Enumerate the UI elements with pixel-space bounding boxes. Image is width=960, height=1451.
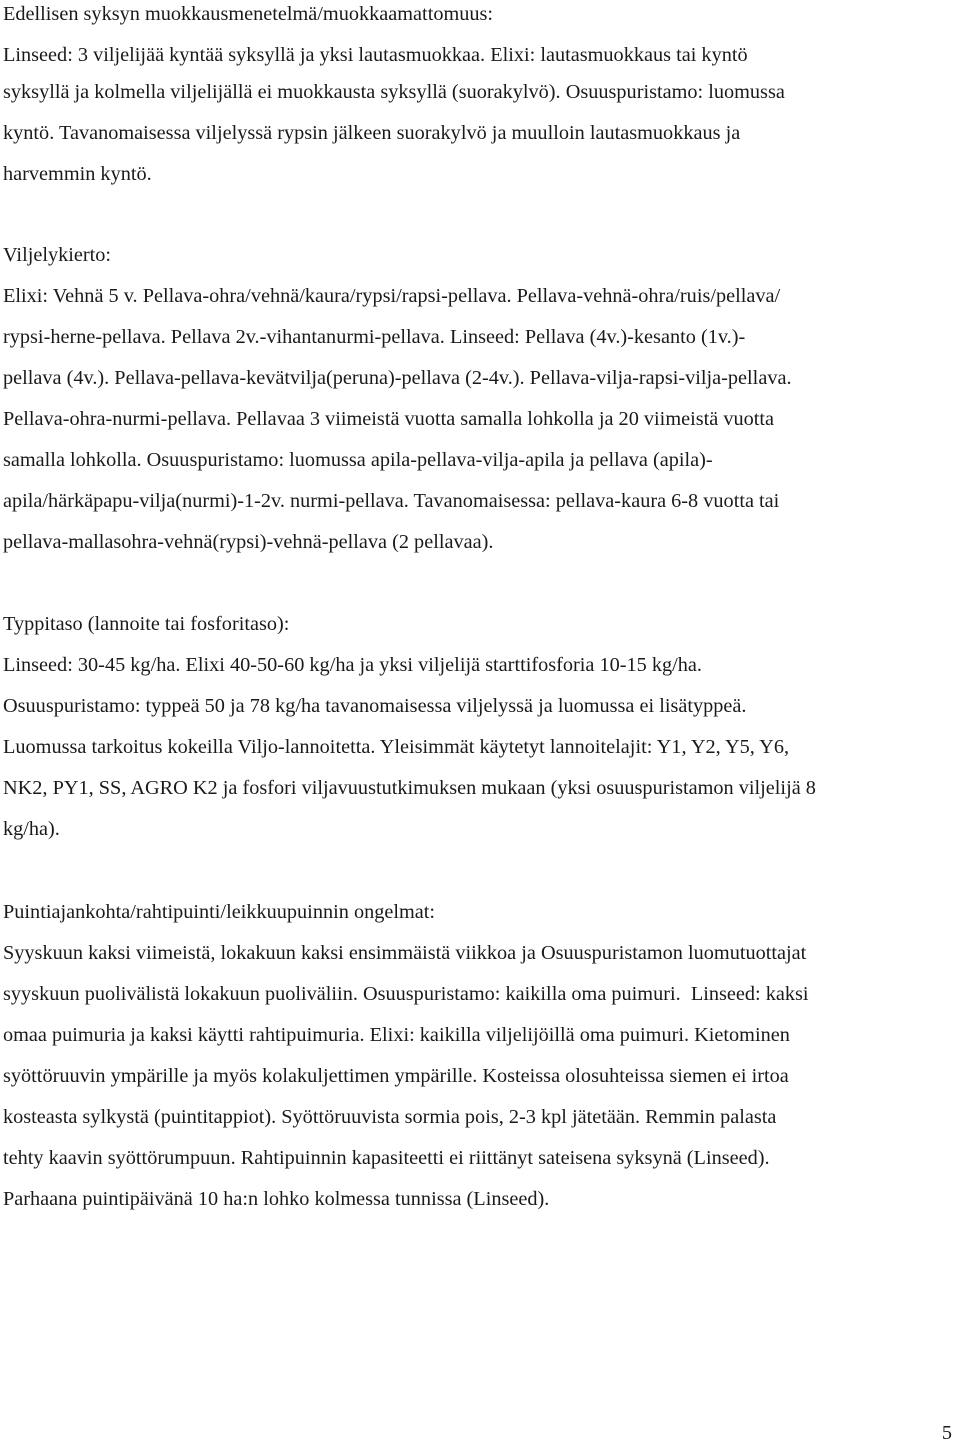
text-line: Parhaana puintipäivänä 10 ha:n lohko kolmessa tunnissa (Linseed). xyxy=(3,1188,550,1210)
text-line: omaa puimuria ja kaksi käytti rahtipuimuria. Elixi: kaikilla viljelijöillä oma puimuri. Kietominen xyxy=(3,1024,790,1046)
text-line: apila/härkäpapu-vilja(nurmi)-1-2v. nurmi-pellava. Tavanomaisessa: pellava-kaura 6-8 vuotta tai xyxy=(3,490,780,512)
section-heading: Puintiajankohta/rahtipuinti/leikkuupuinnin ongelmat: xyxy=(3,901,436,923)
text-line: kg/ha). xyxy=(3,818,60,840)
text-line: Elixi: Vehnä 5 v. Pellava-ohra/vehnä/kaura/rypsi/rapsi-pellava. Pellava-vehnä-ohra/ruis/pellava/ xyxy=(3,285,781,307)
text-line: syksyllä ja kolmella viljelijällä ei muokkausta syksyllä (suorakylvö). Osuuspuristamo: luomussa xyxy=(3,81,785,103)
section-heading: Viljelykierto: xyxy=(3,244,112,266)
text-line: samalla lohkolla. Osuuspuristamo: luomussa apila-pellava-vilja-apila ja pellava (apila)- xyxy=(3,449,713,471)
section-heading: Typpitaso (lannoite tai fosforitaso): xyxy=(3,613,290,635)
text-line: Syyskuun kaksi viimeistä, lokakuun kaksi ensimmäistä viikkoa ja Osuuspuristamon luomutuottajat xyxy=(3,942,807,964)
text-line: syöttöruuvin ympärille ja myös kolakuljettimen ympärille. Kosteissa olosuhteissa siemen ei irtoa xyxy=(3,1065,789,1087)
text-line: kosteasta sylkystä (puintitappiot). Syöttöruuvista sormia pois, 2-3 kpl jätetään. Remmin palasta xyxy=(3,1106,777,1128)
text-line: Pellava-ohra-nurmi-pellava. Pellavaa 3 viimeistä vuotta samalla lohkolla ja 20 viimeistä vuotta xyxy=(3,408,775,430)
text-line: pellava (4v.). Pellava-pellava-kevätvilja(peruna)-pellava (2-4v.). Pellava-vilja-rapsi-vilja-pellava. xyxy=(3,367,792,389)
text-line: Edellisen syksyn muokkausmenetelmä/muokkaamattomuus: xyxy=(3,3,494,25)
text-line: syyskuun puolivälistä lokakuun puoliväliin. Osuuspuristamo: kaikilla oma puimuri. Linseed: kaksi xyxy=(3,983,809,1005)
text-line: tehty kaavin syöttörumpuun. Rahtipuinnin kapasiteetti ei riittänyt sateisena syksynä (Linseed). xyxy=(3,1147,770,1169)
text-line: Luomussa tarkoitus kokeilla Viljo-lannoitetta. Yleisimmät käytetyt lannoitelajit: Y1, Y2, Y5, Y6, xyxy=(3,736,790,758)
text-line: harvemmin kyntö. xyxy=(3,163,152,185)
text-line: rypsi-herne-pellava. Pellava 2v.-vihantanurmi-pellava. Linseed: Pellava (4v.)-kesanto (1v.)- xyxy=(3,326,746,348)
text-line: NK2, PY1, SS, AGRO K2 ja fosfori viljavuustutkimuksen mukaan (yksi osuuspuristamon viljelijä 8 xyxy=(3,777,816,799)
page-number: 5 xyxy=(941,1422,952,1444)
text-line: kyntö. Tavanomaisessa viljelyssä rypsin jälkeen suorakylvö ja muulloin lautasmuokkaus ja xyxy=(3,122,741,144)
text-line: Osuuspuristamo: typpeä 50 ja 78 kg/ha tavanomaisessa viljelyssä ja luomussa ei lisätyppeä. xyxy=(3,695,747,717)
text-line: pellava-mallasohra-vehnä(rypsi)-vehnä-pellava (2 pellavaa). xyxy=(3,531,494,553)
text-line: Linseed: 30-45 kg/ha. Elixi 40-50-60 kg/ha ja yksi viljelijä starttifosforia 10-15 kg/ha. xyxy=(3,654,702,676)
text-line: Linseed: 3 viljelijää kyntää syksyllä ja yksi lautasmuokkaa. Elixi: lautasmuokkaus tai kyntö xyxy=(3,44,748,66)
